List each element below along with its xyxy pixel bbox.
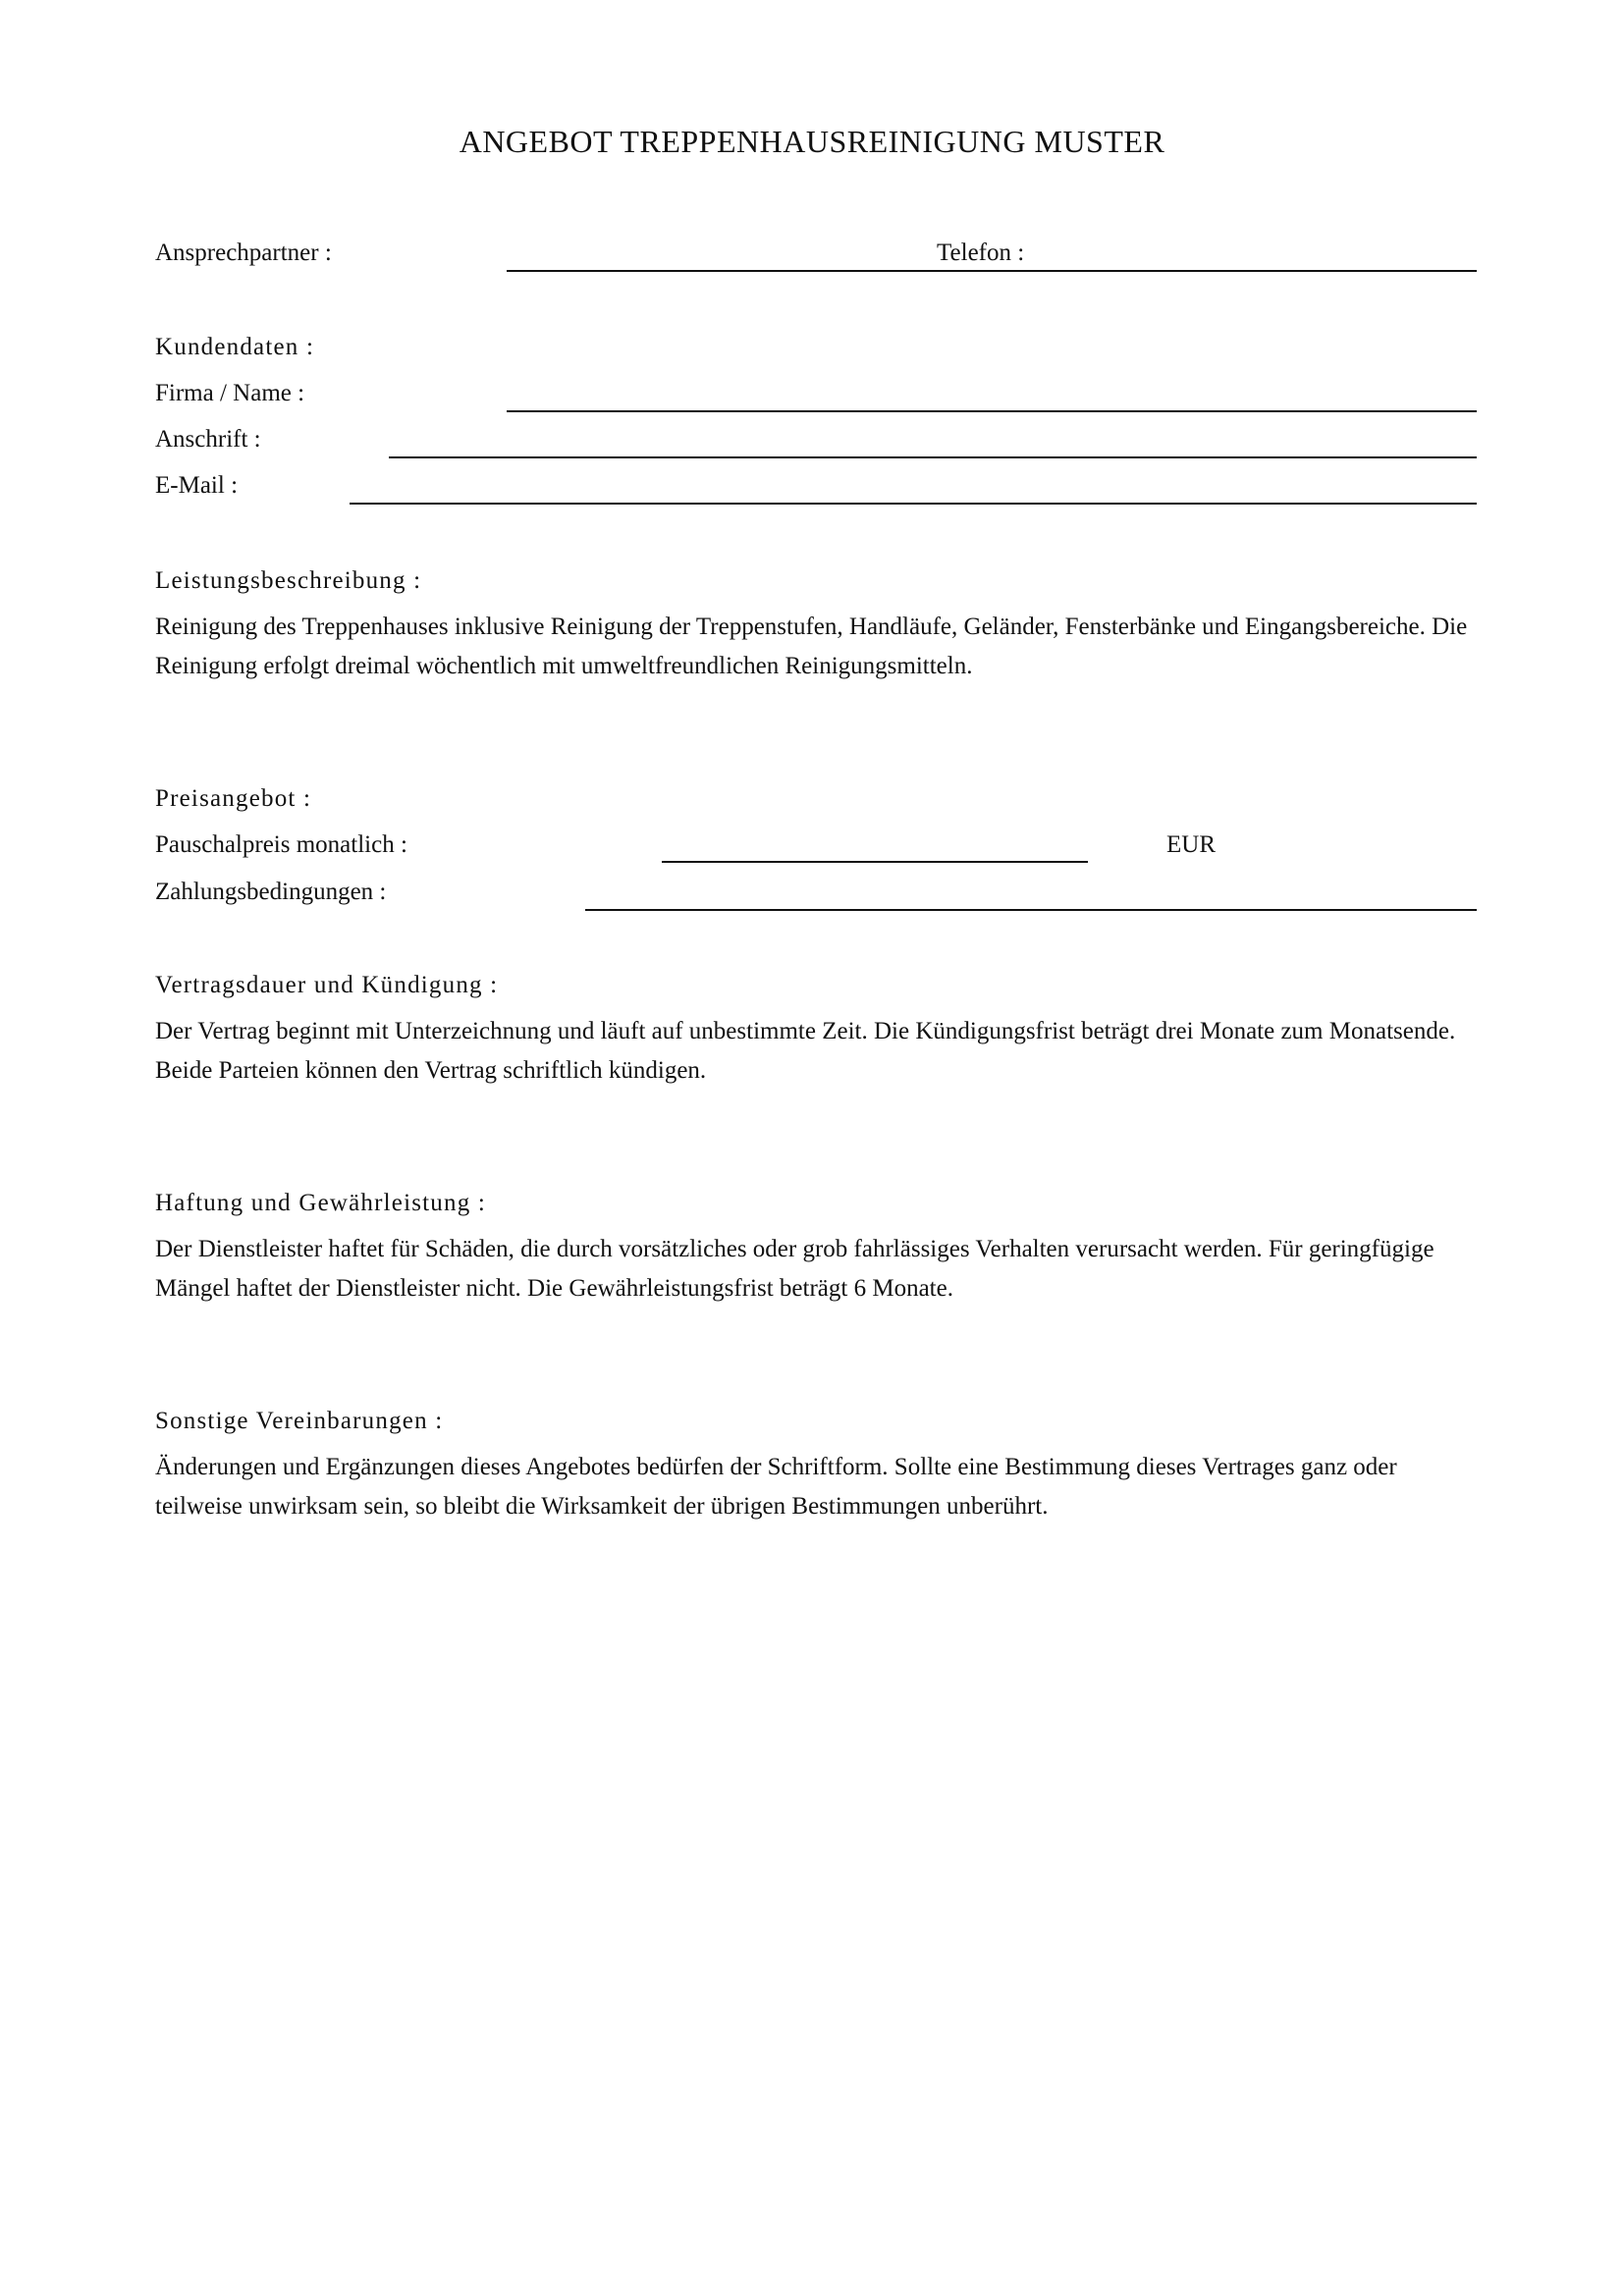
payment-terms-label: Zahlungsbedingungen : xyxy=(155,879,387,905)
term-heading: Vertragsdauer und Kündigung : xyxy=(155,972,499,998)
service-heading: Leistungsbeschreibung : xyxy=(155,567,422,594)
company-label: Firma / Name : xyxy=(155,380,305,406)
term-text: Der Vertrag beginnt mit Unterzeichnung und läuft auf unbestimmte Zeit. Die Kündigungsfrist beträgt drei Monate zum Monatsende. Beide Parteien können den Vertrag schriftlich kündigen. xyxy=(155,1018,1456,1084)
contact-person-label: Ansprechpartner : xyxy=(155,240,332,266)
contact-person-line[interactable] xyxy=(507,270,1477,272)
payment-terms-line[interactable] xyxy=(585,909,1477,911)
currency-label: EUR xyxy=(1166,831,1216,858)
other-heading: Sonstige Vereinbarungen : xyxy=(155,1408,444,1434)
monthly-price-line[interactable] xyxy=(662,861,1088,863)
address-label: Anschrift : xyxy=(155,426,261,453)
phone-label: Telefon : xyxy=(933,240,1028,267)
email-label: E-Mail : xyxy=(155,472,239,499)
company-line[interactable] xyxy=(507,410,1477,412)
liability-heading: Haftung und Gewährleistung : xyxy=(155,1190,487,1216)
document-title: ANGEBOT TREPPENHAUSREINIGUNG MUSTER xyxy=(459,124,1165,159)
service-text: Reinigung des Treppenhauses inklusive Reinigung der Treppenstufen, Handläufe, Geländer, Fensterbänke und Eingangsbereiche. Die Reinigung erfolgt dreimal wöchentlich mit umweltfreundlichen Reinigungsmitteln. xyxy=(155,614,1468,679)
address-line[interactable] xyxy=(389,456,1477,458)
email-line[interactable] xyxy=(350,503,1477,505)
liability-text: Der Dienstleister haftet für Schäden, die durch vorsätzliches oder grob fahrlässiges Verhalten verursacht werden. Für geringfügige Mängel haftet der Dienstleister nicht. Die Gewährleistungsfrist beträgt 6 Monate. xyxy=(155,1236,1435,1302)
other-text: Änderungen und Ergänzungen dieses Angebotes bedürfen der Schriftform. Sollte eine Bestimmung dieses Vertrages ganz oder teilweise unwirksam sein, so bleibt die Wirksamkeit der übrigen Bestimmungen unberührt. xyxy=(155,1454,1397,1520)
customer-heading: Kundendaten : xyxy=(155,334,315,360)
price-heading: Preisangebot : xyxy=(155,785,312,812)
monthly-price-label: Pauschalpreis monatlich : xyxy=(155,831,407,858)
